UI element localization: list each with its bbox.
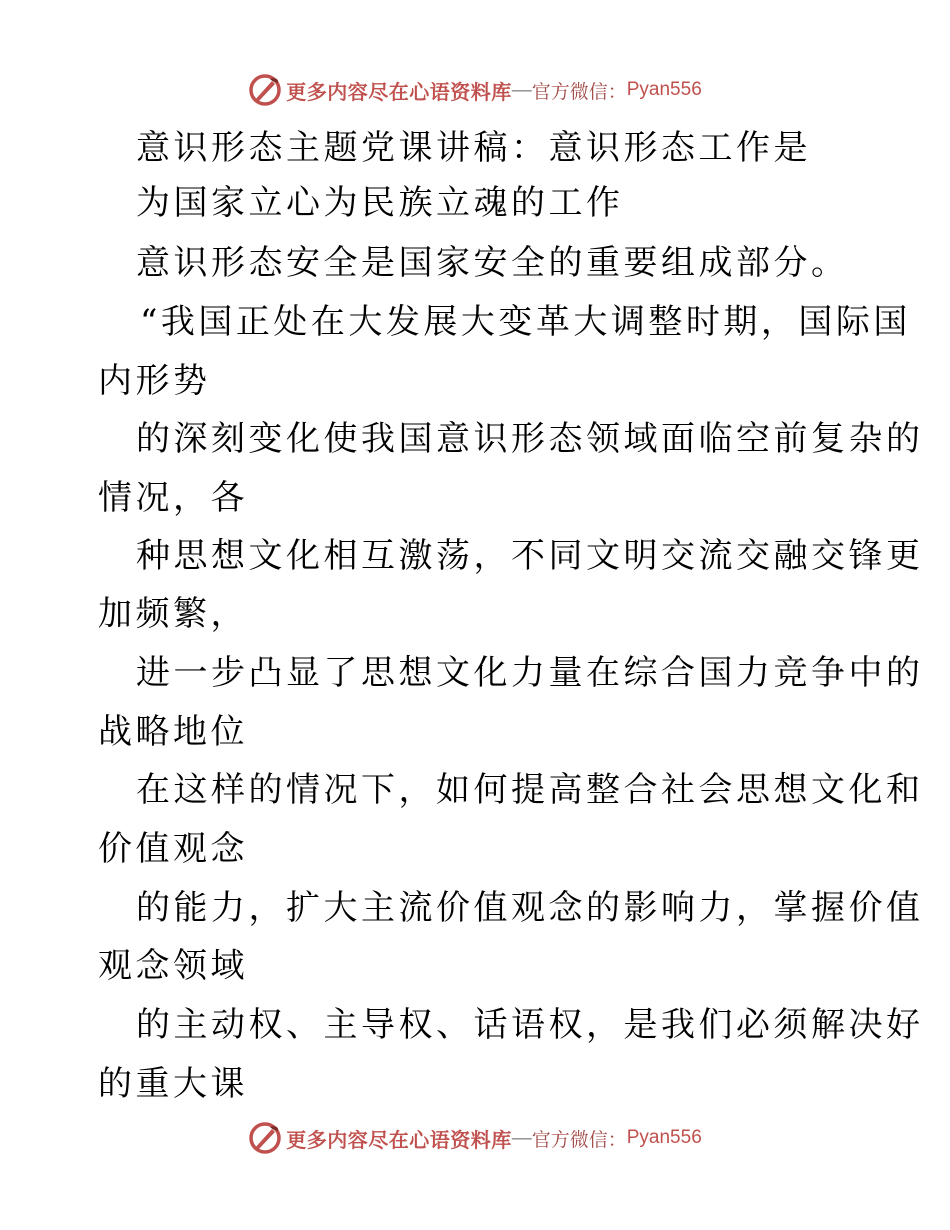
title-line-1: 意识形态主题党课讲稿：意识形态工作是 — [136, 128, 811, 168]
banner-site-text: 更多内容尽在心语资料库 — [286, 79, 512, 104]
footer-banner — [0, 1118, 950, 1158]
title-line-2: 为国家立心为民族立魂的工作 — [136, 183, 624, 223]
paragraph-line: 的主动权、主导权、话语权，是我们必须解决好 — [136, 1005, 924, 1045]
banner-wechat-label: 官方微信： — [531, 1128, 627, 1151]
paragraph-line: 战略地位 — [98, 712, 248, 752]
paragraph-line: 种思想文化相互激荡，不同文明交流交融交锋更 — [136, 536, 924, 576]
paragraph-line: 的能力，扩大主流价值观念的影响力，掌握价值 — [136, 888, 924, 928]
paragraph-line: 的深刻变化使我国意识形态领域面临空前复杂的 — [136, 419, 924, 459]
paragraph-line: “我国正处在大发展大变革大调整时期，国际国 — [140, 302, 911, 342]
paragraph-line: 观念领域 — [98, 946, 248, 986]
paragraph-line: 意识形态安全是国家安全的重要组成部分。 — [136, 243, 849, 283]
header-banner — [0, 70, 950, 110]
paragraph-line: 加频繁， — [98, 594, 248, 634]
banner-wechat-id: Pyan556 — [626, 1127, 702, 1148]
paragraph-line: 内形势 — [98, 361, 211, 401]
banner-wechat-id: Pyan556 — [626, 79, 702, 100]
banner-dash: — — [511, 78, 532, 101]
quill-seal-icon — [248, 73, 282, 107]
paragraph-line: 价值观念 — [98, 829, 248, 869]
quill-seal-icon — [248, 1121, 282, 1155]
banner-site-text: 更多内容尽在心语资料库 — [286, 1127, 512, 1152]
paragraph-line: 的重大课 — [98, 1064, 248, 1104]
banner-wechat-label: 官方微信： — [531, 80, 627, 103]
banner-dash: — — [511, 1126, 532, 1149]
paragraph-line: 进一步凸显了思想文化力量在综合国力竞争中的 — [136, 653, 924, 693]
paragraph-line: 在这样的情况下，如何提高整合社会思想文化和 — [136, 770, 924, 810]
paragraph-line: 情况，各 — [98, 478, 248, 518]
